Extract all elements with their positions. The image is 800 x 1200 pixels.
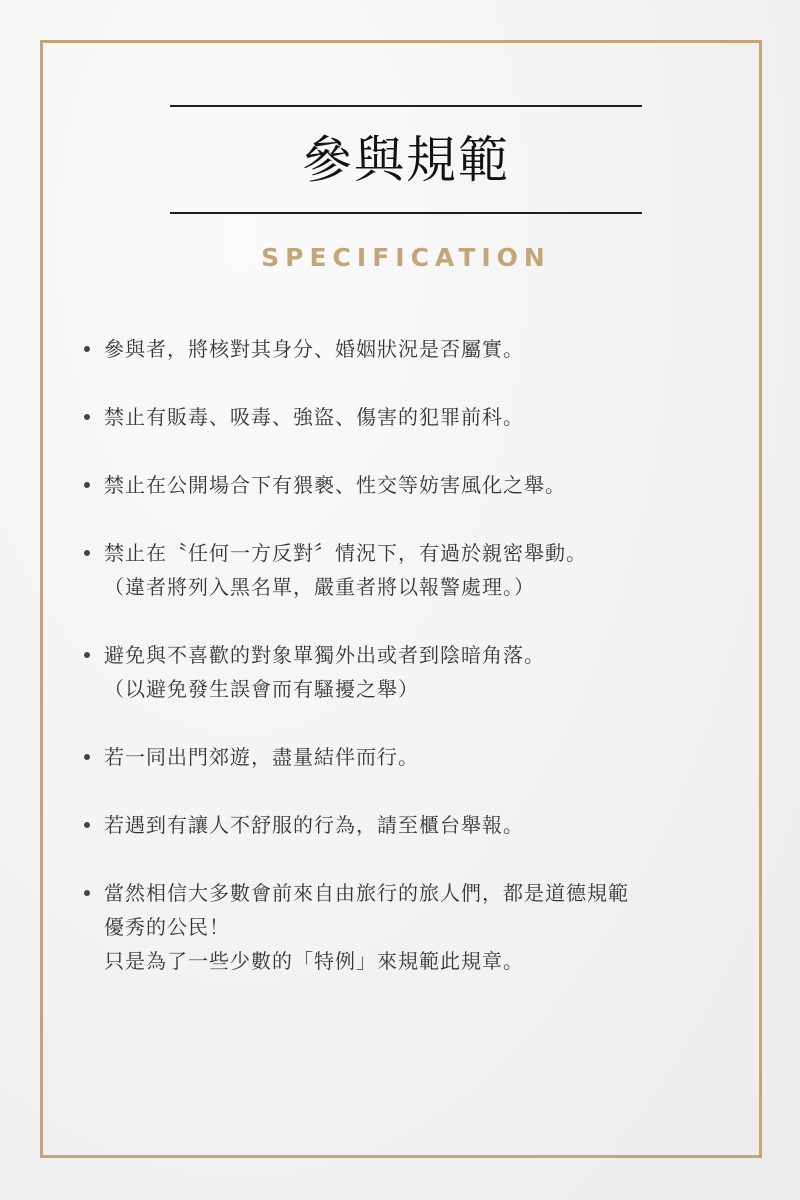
rule-text: 只是為了一些少數的「特例」來規範此規章。: [104, 949, 524, 973]
rule-text: 避免與不喜歡的對象單獨外出或者到陰暗角落。: [104, 643, 545, 667]
rule-item: [84, 808, 724, 842]
bullet-icon: [84, 414, 90, 420]
rule-text: 若一同出門郊遊，盡量結伴而行。: [104, 745, 419, 769]
page-title: 參與規範: [302, 131, 510, 189]
rule-text: 優秀的公民！: [104, 915, 230, 939]
bullet-icon: [84, 822, 90, 828]
rule-text: 禁止在公開場合下有猥褻、性交等妨害風化之舉。: [104, 473, 566, 497]
bullet-icon: [84, 482, 90, 488]
bullet-icon: [84, 754, 90, 760]
rule-item: [84, 332, 724, 366]
rule-note: （違者將列入黑名單，嚴重者將以報警處理。）: [104, 575, 535, 599]
bullet-icon: [84, 346, 90, 352]
rule-text: 參與者，將核對其身分、婚姻狀況是否屬實。: [104, 337, 524, 361]
rule-text: 若遇到有讓人不舒服的行為，請至櫃台舉報。: [104, 813, 524, 837]
rule-text: 禁止有販毒、吸毒、強盜、傷害的犯罪前科。: [104, 405, 524, 429]
title-bottom-divider: [170, 212, 642, 214]
bullet-icon: [84, 890, 90, 896]
rule-item: [84, 468, 724, 502]
rules-list: [84, 332, 724, 1012]
page-subtitle: SPECIFICATION: [261, 243, 551, 272]
title-top-divider: [170, 105, 642, 107]
bullet-icon: [84, 652, 90, 658]
rule-text: 當然相信大多數會前來自由旅行的旅人們，都是道德規範: [104, 881, 629, 905]
rule-item: [84, 638, 724, 706]
rule-item: [84, 536, 724, 604]
rule-text: 禁止在〝任何一方反對〞情況下，有過於親密舉動。: [104, 541, 587, 565]
rule-item: [84, 400, 724, 434]
rule-note: （以避免發生誤會而有騷擾之舉）: [104, 677, 419, 701]
rule-item: [84, 876, 724, 978]
bullet-icon: [84, 550, 90, 556]
rule-item: [84, 740, 724, 774]
